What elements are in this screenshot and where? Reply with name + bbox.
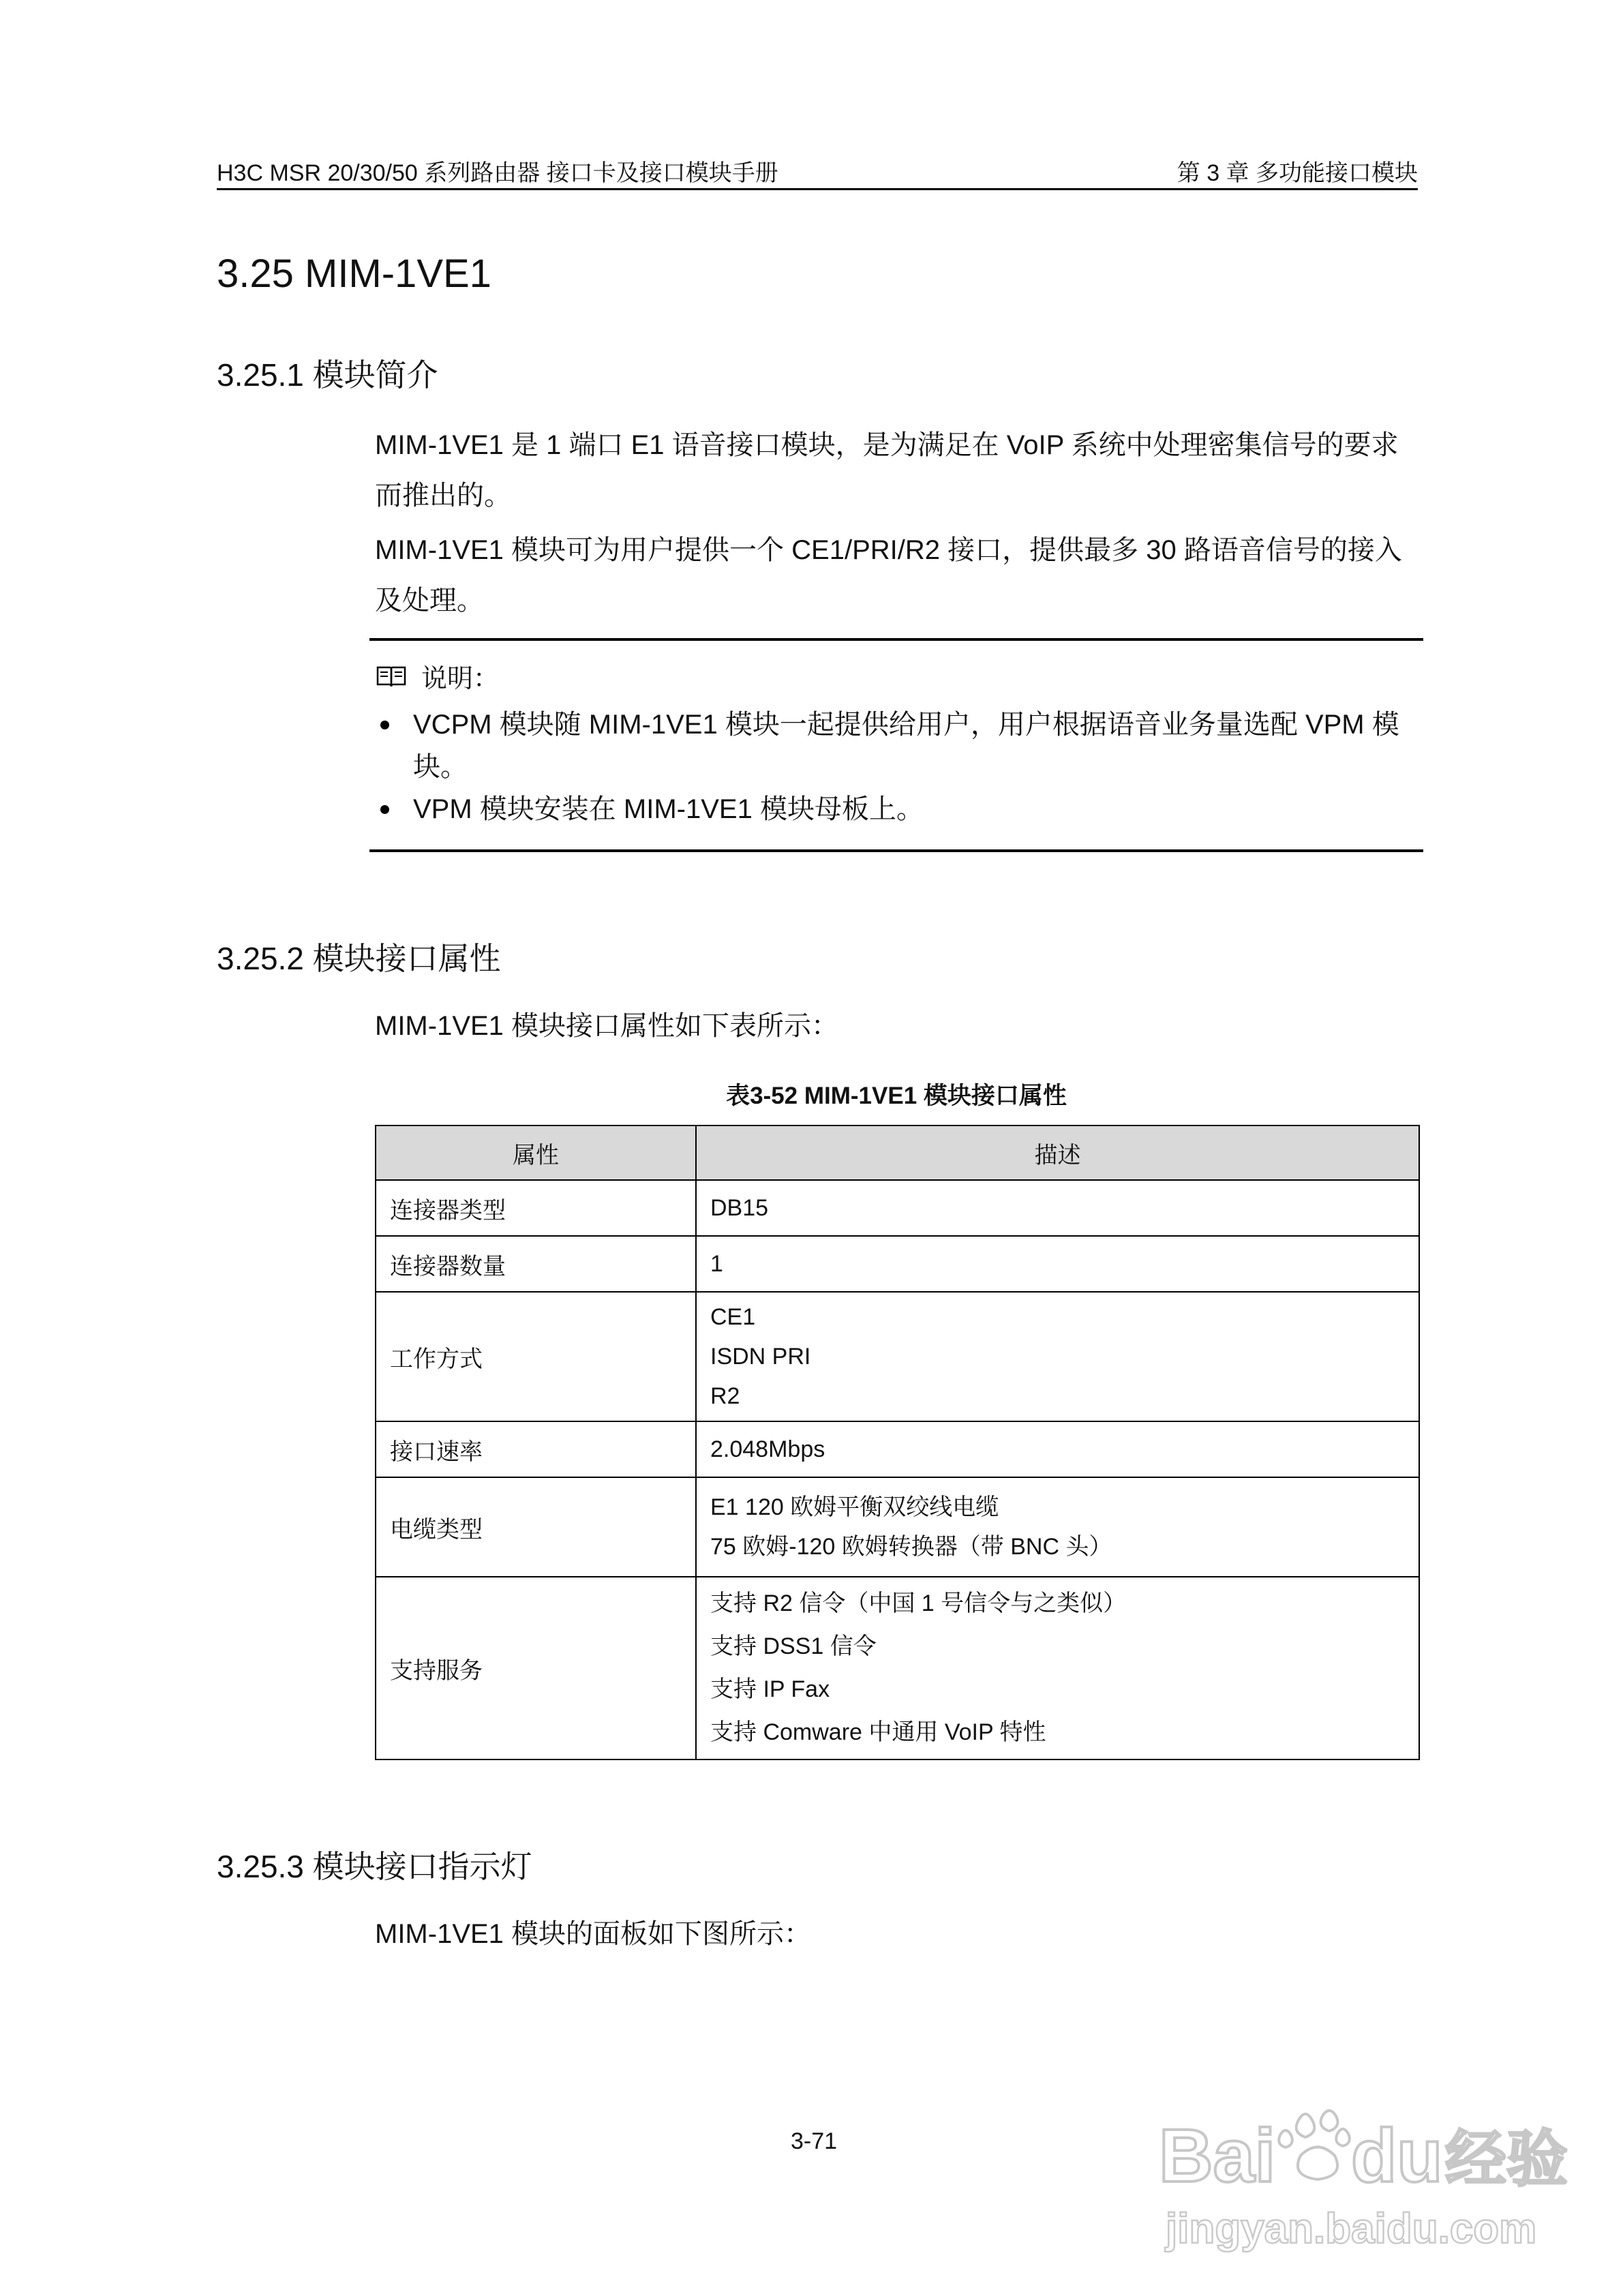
- intro-paragraph-2: MIM-1VE1 模块可为用户提供一个 CE1/PRI/R2 接口，提供最多 30 路语音信号的接入及处理。: [375, 535, 1402, 616]
- svg-text:jingyan.baidu.com: jingyan.baidu.com: [1166, 2205, 1537, 2252]
- subsection-title-attributes: 3.25.2 模块接口属性: [217, 941, 501, 976]
- page-number: 3-71: [791, 2128, 838, 2154]
- attribute-cell: 工作方式: [376, 1292, 696, 1421]
- description-cell: 1: [696, 1236, 1419, 1292]
- table-row: [376, 1477, 1419, 1577]
- attribute-cell: 连接器数量: [376, 1236, 696, 1292]
- note-box: [369, 638, 1423, 852]
- subsection-title-indicators: 3.25.3 模块接口指示灯: [217, 1849, 532, 1884]
- table-row: [376, 1236, 1419, 1292]
- column-header-description: 描述: [696, 1126, 1419, 1180]
- baidu-jingyan-watermark: [1152, 2093, 1568, 2263]
- page-header: [217, 149, 1418, 190]
- svg-text:Bai: Bai: [1159, 2114, 1276, 2198]
- table-row: [376, 1292, 1419, 1421]
- column-header-attribute: 属性: [376, 1126, 696, 1180]
- table-header-row: [376, 1126, 1419, 1180]
- intro-paragraph-1: MIM-1VE1 是 1 端口 E1 语音接口模块，是为满足在 VoIP 系统中处理密集信号的要求而推出的。: [375, 430, 1399, 511]
- description-cell: E1 120 欧姆平衡双绞线电缆 75 欧姆-120 欧姆转换器（带 BNC 头）: [696, 1477, 1419, 1577]
- indicators-intro: MIM-1VE1 模块的面板如下图所示：: [375, 1919, 812, 1949]
- table-row: [376, 1577, 1419, 1759]
- svg-text:经验: 经验: [1445, 2124, 1568, 2195]
- description-cell: 支持 R2 信令（中国 1 号信令与之类似） 支持 DSS1 信令 支持 IP Fax 支持 Comware 中通用 VoIP 特性: [696, 1577, 1419, 1759]
- table-row: [376, 1421, 1419, 1477]
- bullet-icon: [380, 721, 389, 729]
- note-title: 说明：: [421, 665, 500, 693]
- subsection-title-intro: 3.25.1 模块简介: [217, 357, 438, 393]
- table-caption: 表3-52 MIM-1VE1 模块接口属性: [726, 1083, 1067, 1109]
- attribute-cell: 支持服务: [376, 1577, 696, 1759]
- section-title: 3.25 MIM-1VE1: [217, 252, 491, 296]
- svg-text:du: du: [1351, 2114, 1443, 2198]
- description-cell: CE1 ISDN PRI R2: [696, 1292, 1419, 1421]
- book-icon: [376, 665, 406, 688]
- attribute-cell: 连接器类型: [376, 1180, 696, 1236]
- attribute-cell: 接口速率: [376, 1421, 696, 1477]
- attributes-intro: MIM-1VE1 模块接口属性如下表所示：: [375, 1011, 839, 1041]
- attributes-table: [375, 1125, 1420, 1760]
- note-heading: [376, 657, 499, 695]
- header-title: H3C MSR 20/30/50 系列路由器 接口卡及接口模块手册: [217, 160, 778, 186]
- table-row: [376, 1180, 1419, 1236]
- header-chapter: 第 3 章 多功能接口模块: [1177, 160, 1418, 186]
- description-cell: DB15: [696, 1180, 1419, 1236]
- attribute-cell: 电缆类型: [376, 1477, 696, 1577]
- note-item: VCPM 模块随 MIM-1VE1 模块一起提供给用户，用户根据语音业务量选配 VPM 模块。: [413, 704, 1408, 788]
- bullet-icon: [380, 805, 389, 814]
- description-cell: 2.048Mbps: [696, 1421, 1419, 1477]
- note-item: VPM 模块安装在 MIM-1VE1 模块母板上。: [413, 788, 1408, 830]
